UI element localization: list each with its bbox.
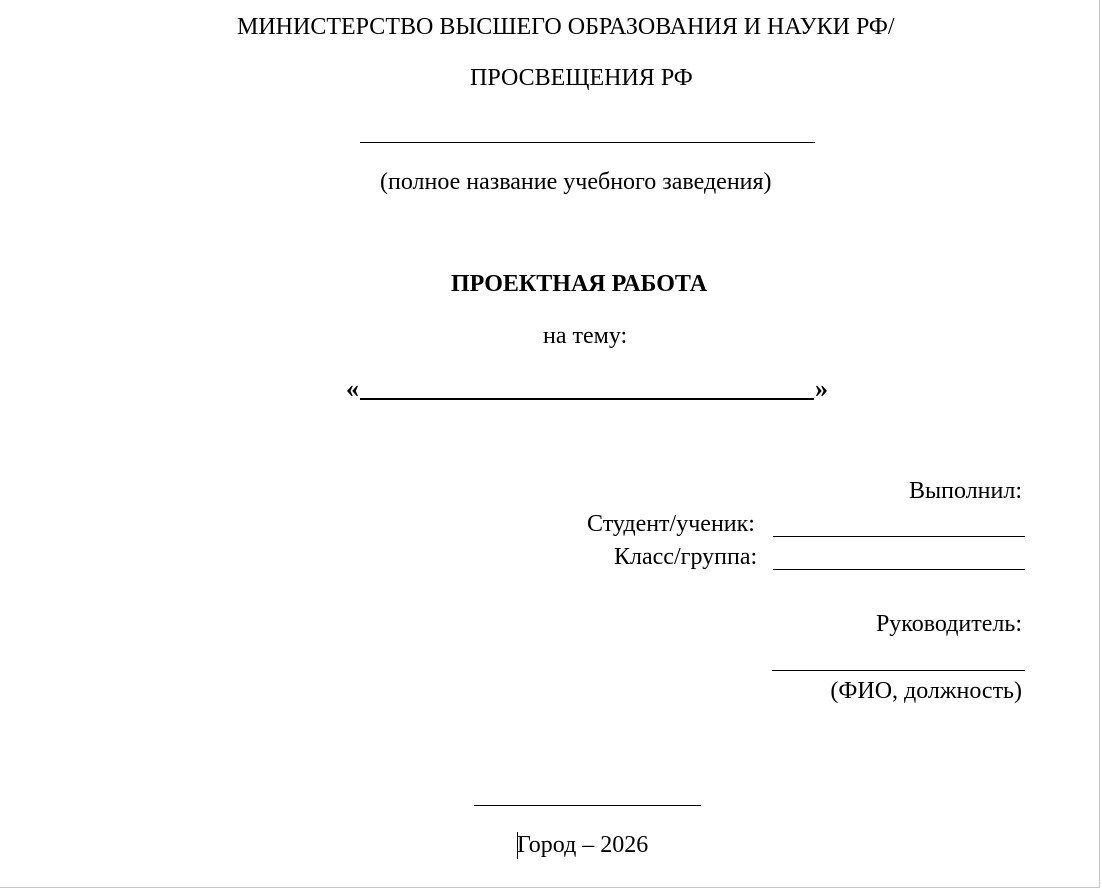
student-blank-line bbox=[773, 536, 1025, 537]
work-type-title: ПРОЕКТНАЯ РАБОТА bbox=[451, 271, 708, 297]
institution-hint: (полное название учебного заведения) bbox=[380, 169, 772, 195]
student-label: Студент/ученик: bbox=[587, 511, 755, 537]
supervisor-blank-line bbox=[772, 670, 1025, 671]
institution-blank-line bbox=[360, 142, 815, 143]
ministry-line-1: МИНИСТЕРСТВО ВЫСШЕГО ОБРАЗОВАНИЯ И НАУКИ РФ/ bbox=[237, 14, 895, 40]
supervisor-label: Руководитель: bbox=[875, 611, 1022, 637]
ministry-line-2: ПРОСВЕЩЕНИЯ РФ bbox=[470, 65, 693, 91]
topic-blank-line bbox=[360, 398, 814, 400]
class-blank-line bbox=[773, 569, 1025, 570]
topic-label: на тему: bbox=[543, 323, 628, 349]
signature-blank-line bbox=[474, 805, 701, 806]
city-year: Город – 2026 bbox=[517, 832, 649, 858]
done-by-label: Выполнил: bbox=[909, 478, 1022, 504]
topic-quote-open: « bbox=[346, 374, 359, 403]
class-label: Класс/группа: bbox=[614, 544, 758, 570]
supervisor-hint: (ФИО, должность) bbox=[830, 678, 1022, 704]
topic-quote-close: » bbox=[815, 374, 828, 403]
